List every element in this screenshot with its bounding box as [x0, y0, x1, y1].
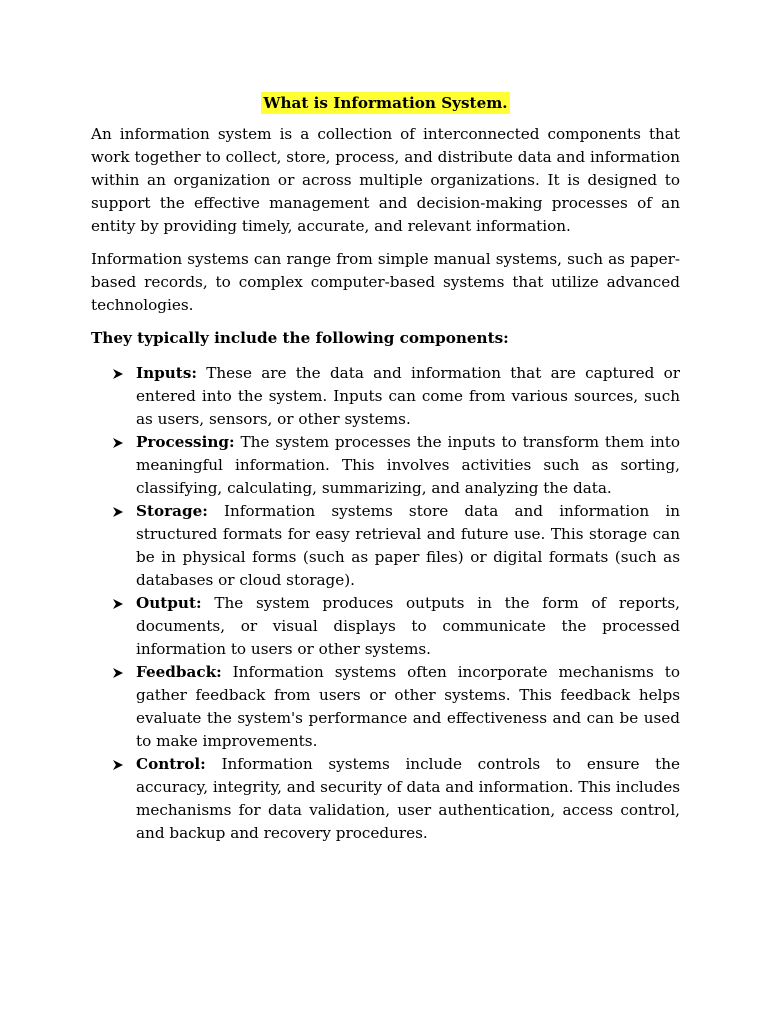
- list-item-feedback: [136, 661, 680, 753]
- component-description: Information systems often incorporate mechanisms to gather feedback from users or other systems. This feedback helps evaluate the system's performance and effectiveness and can be used to make improvements.: [136, 663, 680, 750]
- arrowhead-bullet-icon: [111, 753, 125, 776]
- arrowhead-bullet-icon: [111, 362, 125, 385]
- component-term: Output:: [136, 594, 202, 612]
- component-description: These are the data and information that are captured or entered into the system. Inputs can come from various sources, such as users, sensors, or other systems.: [136, 364, 680, 428]
- arrowhead-bullet-icon: [111, 500, 125, 523]
- components-list: [91, 362, 680, 845]
- component-term: Feedback:: [136, 663, 222, 681]
- component-description: Information systems include controls to ensure the accuracy, integrity, and security of data and information. This includes mechanisms for data validation, user authentication, access control, and backup and recovery procedures.: [136, 755, 680, 842]
- component-term: Control:: [136, 755, 206, 773]
- list-item-control: [136, 753, 680, 845]
- arrowhead-bullet-icon: [111, 661, 125, 684]
- arrowhead-bullet-icon: [111, 592, 125, 615]
- component-term: Inputs:: [136, 364, 197, 382]
- range-paragraph: Information systems can range from simple manual systems, such as paper-based records, to complex computer-based systems that utilize advanced technologies.: [91, 250, 680, 314]
- component-description: The system processes the inputs to transform them into meaningful information. This involves activities such as sorting, classifying, calculating, summarizing, and analyzing the data.: [136, 433, 680, 497]
- list-item-storage: [136, 500, 680, 592]
- component-description: Information systems store data and information in structured formats for easy retrieval and future use. This storage can be in physical forms (such as paper files) or digital formats (such as databases or cloud storage).: [136, 502, 680, 589]
- list-item-output: [136, 592, 680, 661]
- component-term: Storage:: [136, 502, 208, 520]
- page-title: What is Information System.: [263, 94, 508, 112]
- arrowhead-bullet-icon: [111, 431, 125, 454]
- list-item-inputs: [136, 362, 680, 431]
- component-term: Processing:: [136, 433, 235, 451]
- component-description: The system produces outputs in the form of reports, documents, or visual displays to communicate the processed information to users or other systems.: [136, 594, 680, 658]
- title-container: [91, 92, 680, 115]
- intro-paragraph: An information system is a collection of interconnected components that work together to collect, store, process, and distribute data and information within an organization or across multiple organizations. It is designed to support the effective management and decision-making processes of an entity by providing timely, accurate, and relevant information.: [91, 125, 680, 235]
- components-heading: They typically include the following components:: [91, 329, 509, 347]
- list-item-processing: [136, 431, 680, 500]
